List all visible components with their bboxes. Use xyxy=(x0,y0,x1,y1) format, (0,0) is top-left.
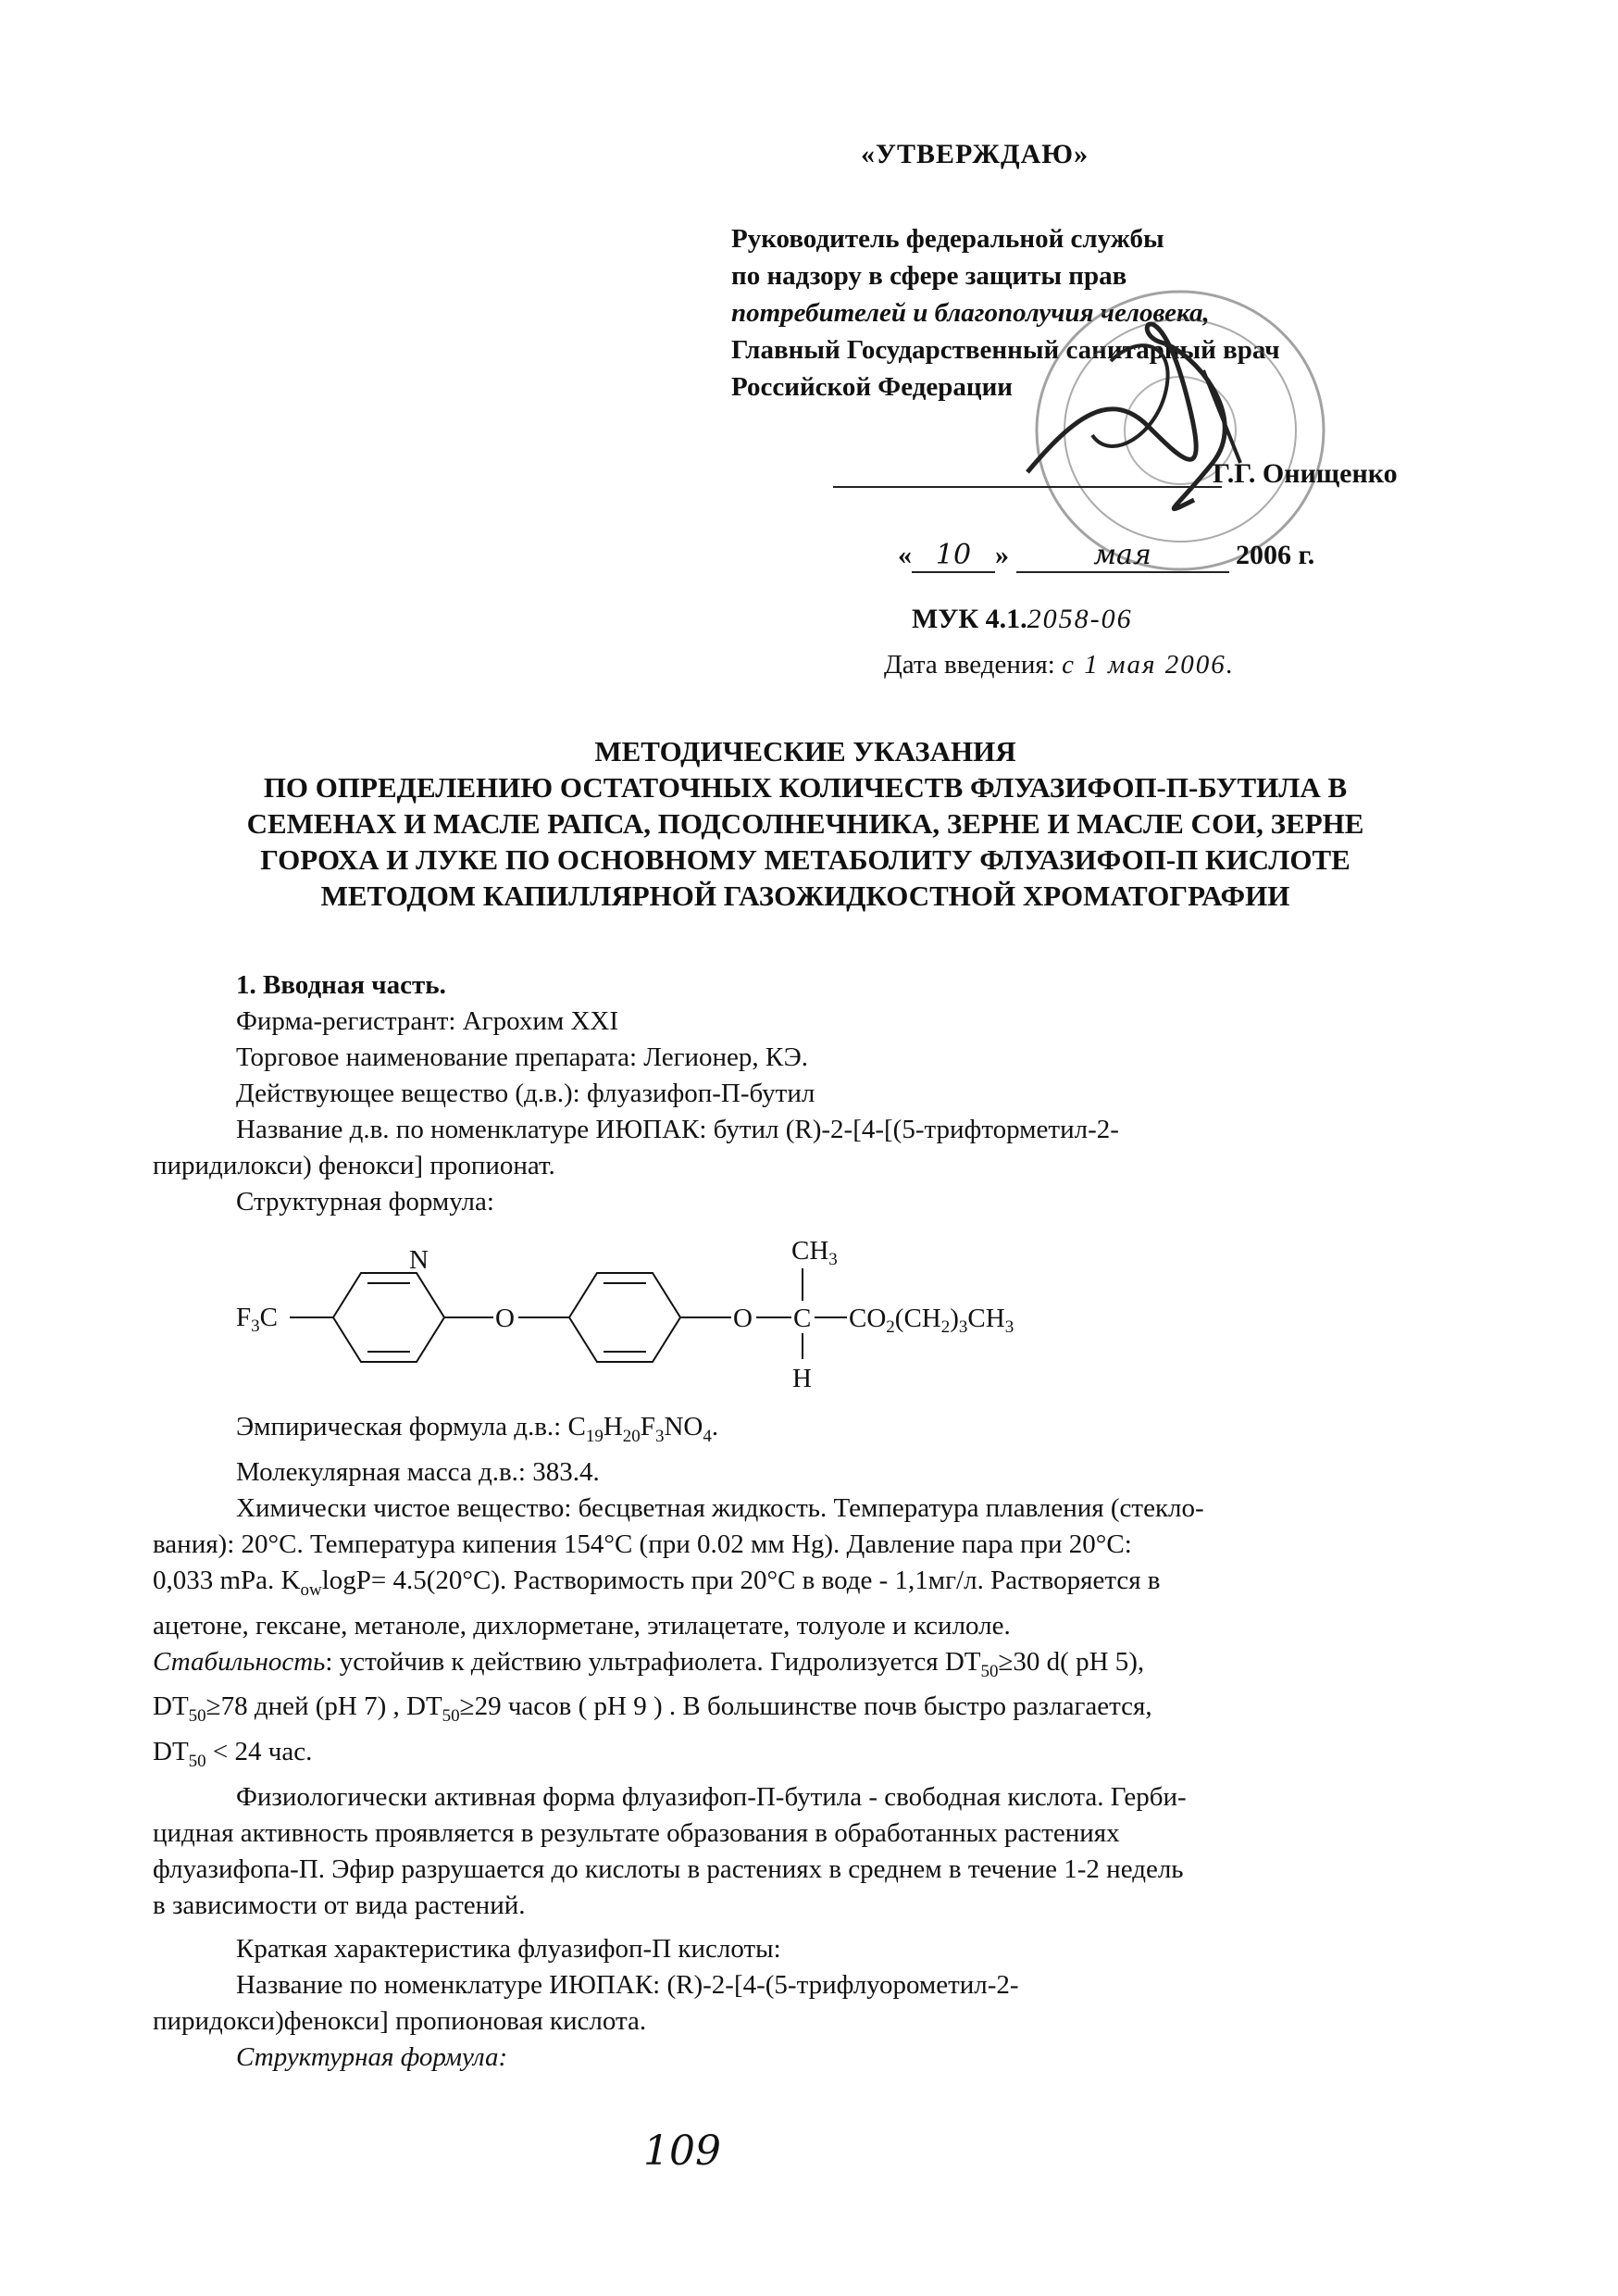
empirical-formula: Эмпирическая формула д.в.: $C_{19}H_{20}F_3NO_4$. xyxy=(236,1412,719,1446)
heading-line: ГОРОХА И ЛУКЕ ПО ОСНОВНОМУ МЕТАБОЛИТУ ФЛУАЗИФОП-П КИСЛОТЕ xyxy=(260,843,1350,876)
formula-o-label: O xyxy=(495,1304,515,1333)
date-month: мая xyxy=(1016,539,1229,573)
muk-number: 2058-06 xyxy=(1027,604,1133,634)
formula-h-label: H xyxy=(792,1364,812,1393)
formula-n-label: N xyxy=(409,1245,429,1275)
iupac-name: Название д.в. по номенклатуре ИЮПАК: бутил (R)-2-[4-[(5-трифторметил-2- xyxy=(236,1115,1119,1144)
section-title: 1. Вводная часть. xyxy=(236,970,446,1000)
date-day: 10 xyxy=(912,539,995,573)
svg-text:CO2(CH2)3CH3: $CO_2(CH_2)_3CH_3$ xyxy=(849,1304,1014,1337)
active-substance: Действующее вещество (д.в.): флуазифоп-П-бутил xyxy=(236,1079,815,1108)
physio-line: Физиологически активная форма флуазифоп-П-бутила - свободная кислота. Герби- xyxy=(236,1781,1187,1812)
approver-line: по надзору в сфере защиты прав xyxy=(731,261,1127,291)
structural-formula-diagram xyxy=(236,1231,1069,1398)
heading-line: МЕТОДИЧЕСКИЕ УКАЗАНИЯ xyxy=(594,735,1016,767)
section-intro xyxy=(153,967,1449,1220)
approver-line: Российской Федерации xyxy=(731,372,1014,402)
stability-line: $DT_{50}\ge 78$ дней (pH 7) , $DT_{50}\ge 29$ часов ( pH 9 ) . В большинстве почв быстро разлагается, xyxy=(153,1691,1152,1727)
approver-line: Руководитель федеральной службы xyxy=(731,224,1164,254)
date-year: 2006 г. xyxy=(1236,540,1315,570)
heading-line: СЕМЕНАХ И МАСЛЕ РАПСА, ПОДСОЛНЕЧНИКА, ЗЕРНЕ И МАСЛЕ СОИ, ЗЕРНЕ xyxy=(246,807,1364,840)
signer-name: Г.Г. Онищенко xyxy=(1213,458,1398,489)
signature-line xyxy=(833,486,1222,488)
physio-line: цидная активность проявляется в результате образования в обработанных растениях xyxy=(153,1817,1120,1848)
acid-title: Краткая характеристика флуазифоп-П кислоты: xyxy=(236,1933,781,1964)
chem-pure-line: ацетоне, гексане, метаноле, дихлорметане, этилацетате, толуоле и ксилоле. xyxy=(153,1610,1011,1641)
molar-mass: Молекулярная масса д.в.: 383.4. xyxy=(236,1456,600,1487)
chem-pure-line: Химически чистое вещество: бесцветная жидкость. Температура плавления (стекло- xyxy=(236,1492,1204,1523)
structural-formula-label: Структурная формула: xyxy=(236,1187,494,1217)
svg-text:F3C: $F_3C$ xyxy=(236,1303,278,1336)
approval-title: «УТВЕРЖДАЮ» xyxy=(861,139,1089,169)
approval-date: « 10 » мая 2006 г. xyxy=(898,539,1315,571)
trade-name: Торговое наименование препарата: Легионер, КЭ. xyxy=(236,1042,809,1072)
intro-date-value: с 1 мая 2006. xyxy=(1062,650,1235,680)
approver-line: потребителей и благополучия человека, xyxy=(731,298,1210,328)
document-heading xyxy=(139,733,1472,914)
acid-structural-label: Структурная формула: xyxy=(236,2041,508,2072)
heading-line: ПО ОПРЕДЕЛЕНИЮ ОСТАТОЧНЫХ КОЛИЧЕСТВ ФЛУАЗИФОП-П-БУТИЛА В xyxy=(263,771,1348,804)
chem-pure-line: 0,033 mPa. $K_{ow}\log P= 4.5(20^\circ C)$. Растворимость при 20°C в воде - 1,1мг/л. Растворяется в xyxy=(153,1565,1161,1600)
formula-o-label: O xyxy=(733,1304,753,1333)
svg-text:CH3: $CH_3$ xyxy=(791,1236,838,1269)
chem-pure-line: вания): 20°C. Температура кипения 154°C (при 0.02 мм Hg). Давление пара при 20°C: xyxy=(153,1529,1132,1559)
stability-line: $DT_{50} < 24$ час. xyxy=(153,1737,313,1771)
page-number: 109 xyxy=(643,2128,721,2175)
physio-line: флуазифопа-П. Эфир разрушается до кислоты в растениях в среднем в течение 1-2 недель xyxy=(153,1853,1184,1884)
section-properties xyxy=(153,1409,1449,2076)
approver-line: Главный Государственный санитарный врач xyxy=(731,335,1280,365)
official-stamp-icon xyxy=(972,278,1342,583)
registrant: Фирма-регистрант: Агрохим XXI xyxy=(236,1006,619,1036)
physio-line: в зависимости от вида растений. xyxy=(153,1890,526,1920)
acid-iupac: Название по номенклатуре ИЮПАК: (R)-2-[4-(5-трифлуорометил-2- xyxy=(236,1969,1019,2000)
stability-line: Стабильность: устойчив к действию ультрафиолета. Гидролизуется $DT_{50}\ge 30$ d( pH 5), xyxy=(153,1646,1145,1681)
intro-date: Дата введения: с 1 мая 2006. xyxy=(884,650,1235,680)
heading-line: МЕТОДОМ КАПИЛЛЯРНОЙ ГАЗОЖИДКОСТНОЙ ХРОМАТОГРАФИИ xyxy=(320,880,1290,912)
document-code: МУК 4.1.2058-06 xyxy=(912,604,1133,634)
acid-iupac-cont: пиридокси)фенокси] пропионовая кислота. xyxy=(153,2005,647,2036)
formula-c-label: C xyxy=(793,1304,812,1333)
iupac-name-cont: пиридилокси) фенокси] пропионат. xyxy=(153,1151,555,1180)
